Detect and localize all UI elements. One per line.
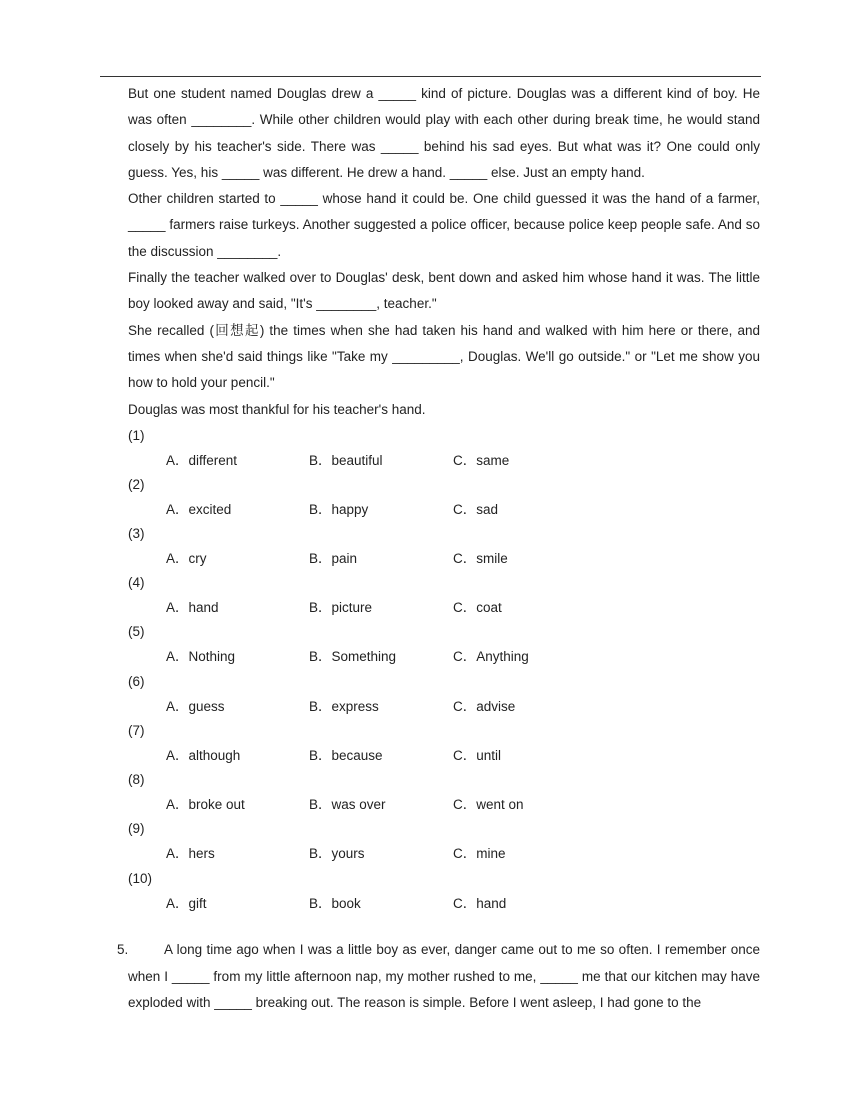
passage-paragraph-1: But one student named Douglas drew a _____ kind of picture. Douglas was a different kind of boy. He was often ________. While other children would play with each other during break time, he would stand closely by his teacher's side. There was _____ behind his sad eyes. But what was it? One could only guess. Yes, his _____ was different. He drew a hand. _____ else. Just an empty hand. [128,86,760,180]
option-c: C．same [453,453,510,468]
question-number: (8) [128,772,145,787]
option-b: B．beautiful [309,453,383,468]
question-number: (3) [128,526,145,541]
question-number: (1) [128,428,145,443]
option-a: A．cry [166,551,207,566]
question-number: (2) [128,477,145,492]
option-a: A．although [166,748,241,763]
question-number: (10) [128,871,153,886]
passage-paragraph-2: Other children started to _____ whose hand it could be. One child guessed it was the hand of a farmer, _____ farmers raise turkeys. Another suggested a police officer, because police keep people safe. And so the discussion ________. [128,191,760,259]
option-b: B．yours [309,846,365,861]
option-c: C．coat [453,600,502,615]
question-number: (9) [128,821,145,836]
section-5 [117,937,760,1017]
option-a: A．different [166,453,238,468]
option-c: C．went on [453,797,524,812]
option-b: B．was over [309,797,386,812]
option-a: A．guess [166,699,225,714]
passage-paragraph-3: Finally the teacher walked over to Douglas' desk, bent down and asked him whose hand it was. The little boy looked away and said, "It's ________, teacher." [128,270,760,312]
option-a: A．Nothing [166,649,236,664]
section-number: 5. [117,942,129,957]
option-b: B．Something [309,649,397,664]
option-b: B．because [309,748,383,763]
reading-passage [128,81,760,423]
option-a: A．hers [166,846,215,861]
option-a: A．broke out [166,797,245,812]
option-b: B．pain [309,551,358,566]
option-a: A．excited [166,502,232,517]
header-rule [100,76,761,77]
question-number: (5) [128,624,145,639]
option-c: C．advise [453,699,516,714]
option-c: C．Anything [453,649,529,664]
section-5-text: A long time ago when I was a little boy as ever, danger came out to me so often. I remember once when I _____ from my little afternoon nap, my mother rushed to me, _____ me that our kitchen may have exploded with _____ breaking out. The reason is simple. Before I went asleep, I had gone to the [128,942,760,1010]
option-a: A．hand [166,600,219,615]
question-number: (6) [128,674,145,689]
option-c: C．sad [453,502,499,517]
option-b: B．happy [309,502,369,517]
passage-paragraph-5: Douglas was most thankful for his teacher's hand. [128,401,426,417]
option-b: B．picture [309,600,373,615]
option-b: B．express [309,699,379,714]
option-c: C．smile [453,551,508,566]
option-c: C．hand [453,896,507,911]
option-a: A．gift [166,896,207,911]
option-c: C．until [453,748,502,763]
passage-paragraph-4: She recalled (回想起) the times when she had taken his hand and walked with him here or there, and times when she'd said things like "Take my _________, Douglas. We'll go outside." or "Let me show you how to hold your pencil." [128,322,760,391]
question-number: (4) [128,575,145,590]
option-b: B．book [309,896,361,911]
option-c: C．mine [453,846,506,861]
question-number: (7) [128,723,145,738]
